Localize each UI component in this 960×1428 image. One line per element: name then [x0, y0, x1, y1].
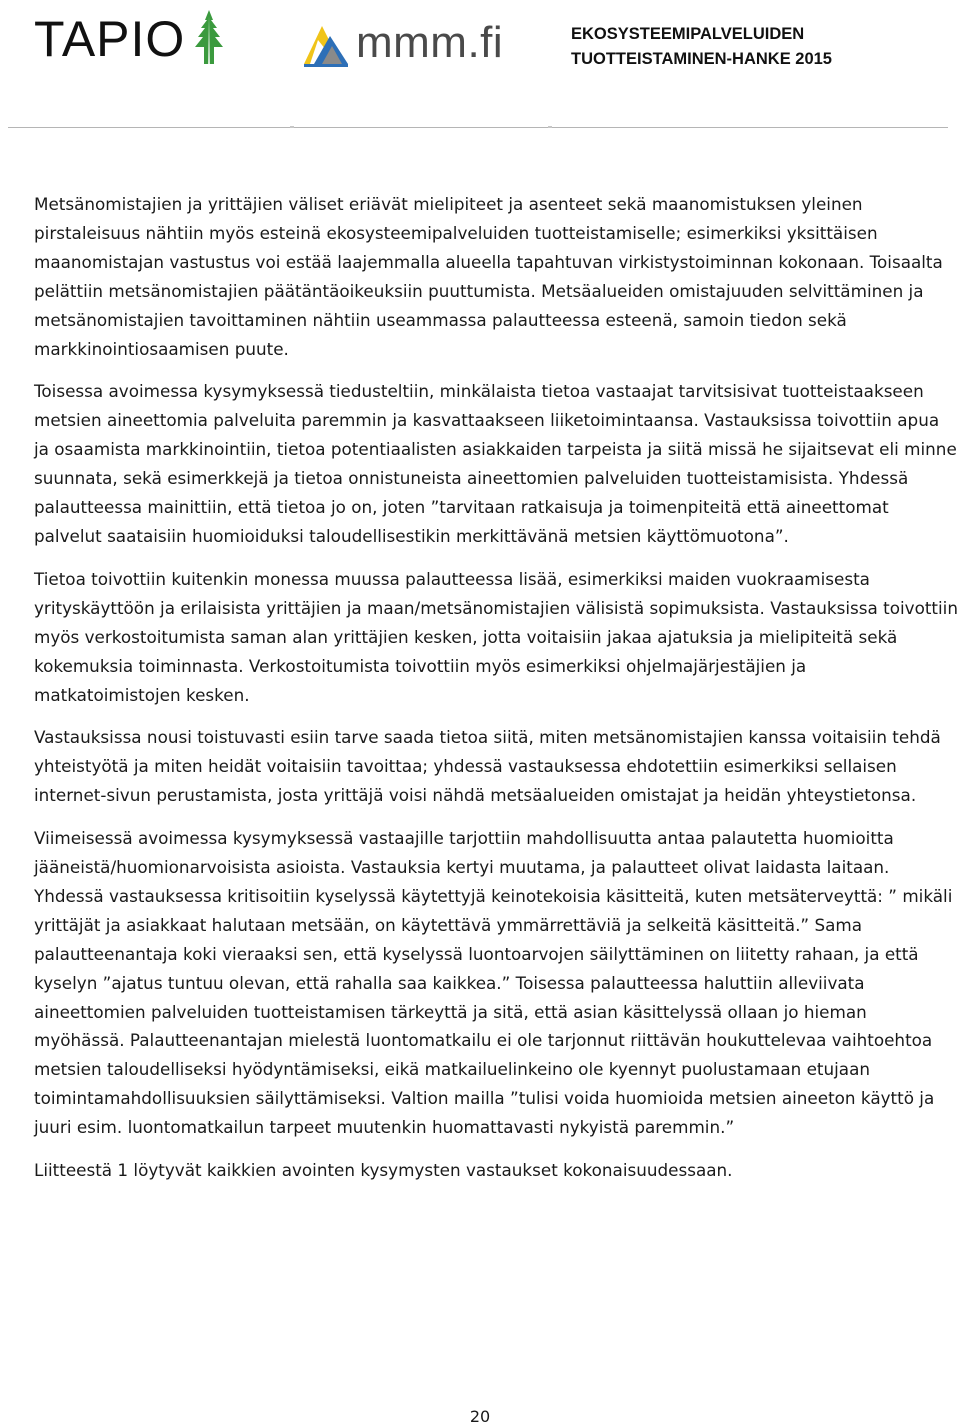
paragraph: Vastauksissa nousi toistuvasti esiin tarve saada tietoa siitä, miten metsänomistajien kanssa voitaisiin tehdä yhteistyötä ja miten heidät voitaisiin tavoittaa; yhdessä vastauksessa ehdotettiin esimerkiksi sellaisen internet-sivun perustamista, josta yrittäjä voisi nähdä metsäalueiden omistajat ja heidän yhteystietonsa. — [34, 727, 941, 806]
page-number: 20 — [469, 1407, 491, 1426]
project-title — [571, 22, 832, 72]
page-header — [0, 0, 960, 130]
paragraph: Toisessa avoimessa kysymyksessä tiedusteltiin, minkälaista tietoa vastaajat tarvitsisivat tuotteistaakseen metsien aineettomia palveluita paremmin ja kasvattaakseen liiketoimintaansa. Vastauksissa toivottiin apua ja osaamista markkinointiin, tietoa potentiaalisten asiakkaiden tarpeista ja siitä missä he sijaitsevat eli minne suunnata, sekä esimerkkejä ja tietoa onnistuneista aineettomien palveluiden tuotteistamisista. Yhdessä palautteessa mainittiin, että tietoa jo on, joten ”tarvitaan ratkaisuja ja toimenpiteitä että aineettomat palvelut saataisiin huomioiduksi taloudellisestikin merkittävänä metsien käyttömuotona”. — [34, 381, 957, 546]
project-title-line-1: EKOSYSTEEMIPALVELUIDEN — [571, 25, 805, 43]
paragraph: Tietoa toivottiin kuitenkin monessa muussa palautteessa lisää, esimerkiksi maiden vuokraamisesta yrityskäyttöön ja erilaisista yrittäjien ja maan/metsänomistajien välisistä sopimuksista. Vastauksissa toivottiin myös verkostoitumista saman alan yrittäjien kesken, jotta voitaisiin jakaa ajatuksia ja mielipiteitä sekä kokemuksia toiminnasta. Verkostoitumista toivottiin myös esimerkiksi ohjelmajärjestäjien ja matkatoimistojen kesken. — [34, 568, 958, 705]
mmm-logo-text: mmm.fi — [356, 18, 504, 67]
mountain-logo-icon — [300, 18, 352, 68]
header-divider-joint — [548, 126, 552, 128]
header-divider — [8, 127, 948, 128]
paragraph: Liitteestä 1 löytyvät kaikkien avointen kysymysten vastaukset kokonaisuudessaan. — [34, 1160, 733, 1181]
header-divider-joint — [290, 126, 294, 128]
tapio-logo-text: TAPIO — [34, 11, 186, 67]
body-text — [34, 190, 958, 1185]
mmm-logo — [300, 18, 503, 68]
tapio-logo — [34, 8, 229, 70]
project-title-line-2: TUOTTEISTAMINEN-HANKE 2015 — [571, 50, 832, 68]
paragraph: Viimeisessä avoimessa kysymyksessä vastaajille tarjottiin mahdollisuutta antaa palautetta huomioitta jääneistä/huomionarvoisista asioista. Vastauksia kertyi muutama, ja palautteet olivat laidasta laitaan. Yhdessä vastauksessa kritisoitiin kyselyssä käytettyjä keinotekoisia käsitteitä, kuten metsäterveyttä: ” mikäli yrittäjät ja asiakkaat halutaan metsään, on käytettävä ymmärrettäviä ja selkeitä käsitteitä.” Sama palautteenantaja koki vieraaksi sen, että kyselyssä luontoarvojen säilyttäminen on liitetty rahaan, ja että kyselyn ”ajatus tuntuu olevan, että rahalla saa kaikkea.” Toisessa palautteessa haluttiin alleviivata aineettomien palveluiden tuotteistamisen tärkeyttä ja sitä, että asian käsittelyssä ollaan jo hieman myöhässä. Palautteenantajan mielestä luontomatkailu ei ole tarjonnut riittävän houkuttelevaa vaihtoehtoa metsien taloudelliseksi hyödyntämiseksi, eikä matkailuelinkeino ole kyennyt puolustamaan etujaan toimintamahdollisuuksien säilyttämiseksi. Valtion mailla ”tulisi voida huomioida metsien aineeton käyttö ja juuri esim. luontomatkailun tarpeet muutenkin huomattavasti nykyistä paremmin.” — [34, 828, 953, 1138]
paragraph: Metsänomistajien ja yrittäjien väliset eriävät mielipiteet ja asenteet sekä maanomistuksen yleinen pirstaleisuus nähtiin myös esteinä ekosysteemipalveluiden tuotteistamiselle; esimerkiksi yksittäisen maanomistajan vastustus voi estää laajemmalla alueella tapahtuvan virkistystoiminnan kokonaan. Toisaalta pelättiin metsänomistajien päätäntäoikeuksiin puuttumista. Metsäalueiden omistajuuden selvittäminen ja metsänomistajien tavoittaminen nähtiin useammassa palautteessa esteenä, samoin tiedon sekä markkinointiosaamisen puute. — [34, 194, 943, 359]
tree-icon — [189, 8, 229, 70]
